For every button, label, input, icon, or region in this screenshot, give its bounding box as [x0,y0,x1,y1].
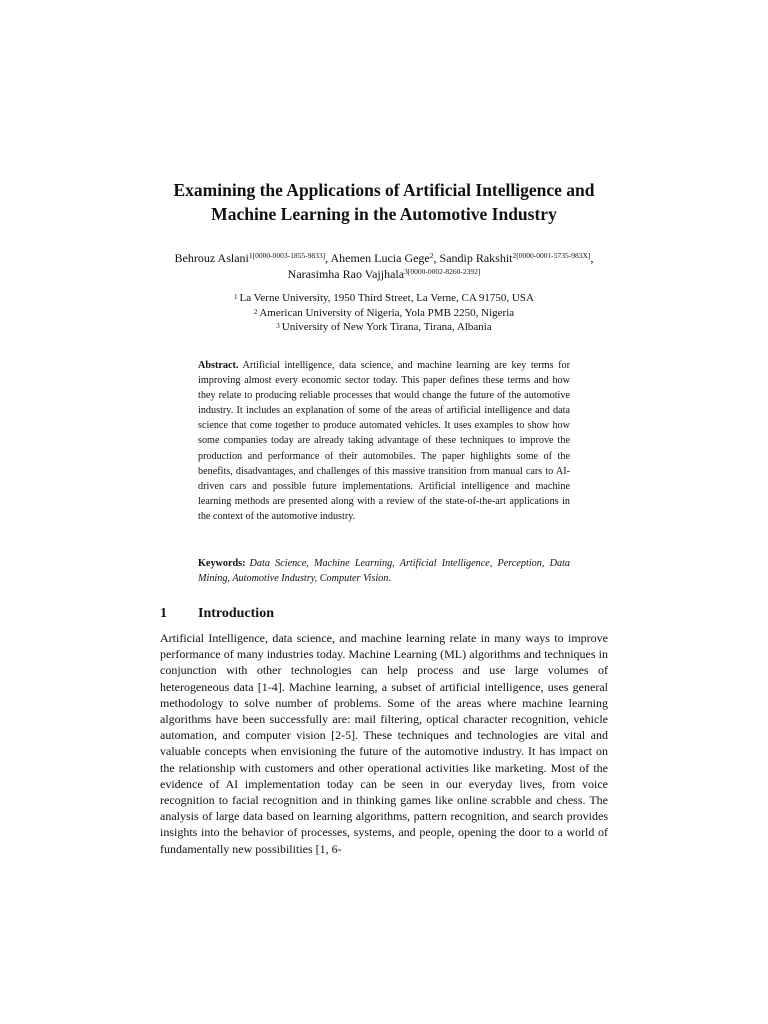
author-orcid: 2 [429,251,434,260]
affiliation: $^2$ American University of Nigeria, Yola PMB 2250, Nigeria [253,306,515,319]
author-name: Ahemen Lucia Gege [330,251,430,265]
author-orcid: 3[0000-0002-8260-2392] [404,267,481,276]
abstract [198,358,570,524]
section-heading [160,604,274,624]
author-orcid: 2[0000-0001-5735-983X] [512,251,591,260]
author-list: Behrouz Aslani$^{1[0000-0003-1855-9833]}$, Ahemen Lucia Gege$^2$, Sandip Rakshit$^{2[0000-0001-5735-983X]}$, Narasimha Rao Vajjhala$^{3[0000-0002-8260-2392]}$ [174,251,594,281]
affiliation-list [160,291,608,335]
keywords-label: Keywords: [198,558,246,569]
author-name: Sandip Rakshit [439,251,513,265]
affiliation: $^1$ La Verne University, 1950 Third Street, La Verne, CA 91750, USA [234,292,534,304]
abstract-label: Abstract. [198,360,239,371]
section-title: Introduction [198,606,274,621]
author-orcid: 1[0000-0003-1855-9833] [248,251,326,260]
author-name: Behrouz Aslani [174,251,249,265]
keywords-text: Data Science, Machine Learning, Artificial Intelligence, Perception, Data Mining, Automotive Industry, Computer Vision [198,558,570,584]
title-line-1: Examining the Applications of Artificial Intelligence and [173,180,595,200]
introduction-paragraph: Artificial Intelligence, data science, and machine learning relate in many ways to improve performance of many industries today. Machine Learning (ML) algorithms and techniques in conjunction with other technologies can help process and use large volumes of heterogeneous data [1-4]. Machine learning, a subset of artificial intelligence, uses general methodology to solve number of problems. Some of the areas where machine learning algorithms have been successfully are: mail filtering, optical character recognition, vehicle automation, and computer vision [2-5]. These techniques and technologies are vital and valuable concepts when envisioning the future of the automotive industry. It has impact on the relationship with customers and other operational activities like marketing. Most of the evidence of AI implementation today can be seen in our everyday lives, from voice recognition to facial recognition and in thinking games like online scrabble and chess. The analysis of large data based on learning algorithms, pattern recognition, and search provides insights into the behavior of processes, systems, and people, opening the door to a world of fundamentally new possibilities [1, 6- [160,631,608,856]
author-name: Narasimha Rao Vajjhala [287,267,405,281]
title-line-2: Machine Learning in the Automotive Industry [211,204,557,224]
abstract-text: Artificial intelligence, data science, and machine learning are key terms for improving almost every economic sector today. This paper defines these terms and how they relate to producing reliable processes that would change the future of the automotive industry. It includes an explanation of some of the areas of artificial intelligence and data science that come together to produce automated vehicles. It uses examples to show how some companies today are already taking advantage of these techniques to improve the production and performance of their automobiles. The paper highlights some of the benefits, disadvantages, and challenges of this massive transition from manual cars to AI-driven cars and possible future implementations. Artificial intelligence and machine learning methods are presented along with a review of the state-of-the-art applications in the context of the automotive industry. [198,360,570,522]
affiliation: $^3$ University of New York Tirana, Tirana, Albania [276,321,492,333]
paper-title [130,178,638,226]
section-number: 1 [160,606,167,621]
keywords: Keywords: Data Science, Machine Learning, Artificial Intelligence, Perception, Data Mining, Automotive Industry, Computer Vision. [198,558,570,584]
